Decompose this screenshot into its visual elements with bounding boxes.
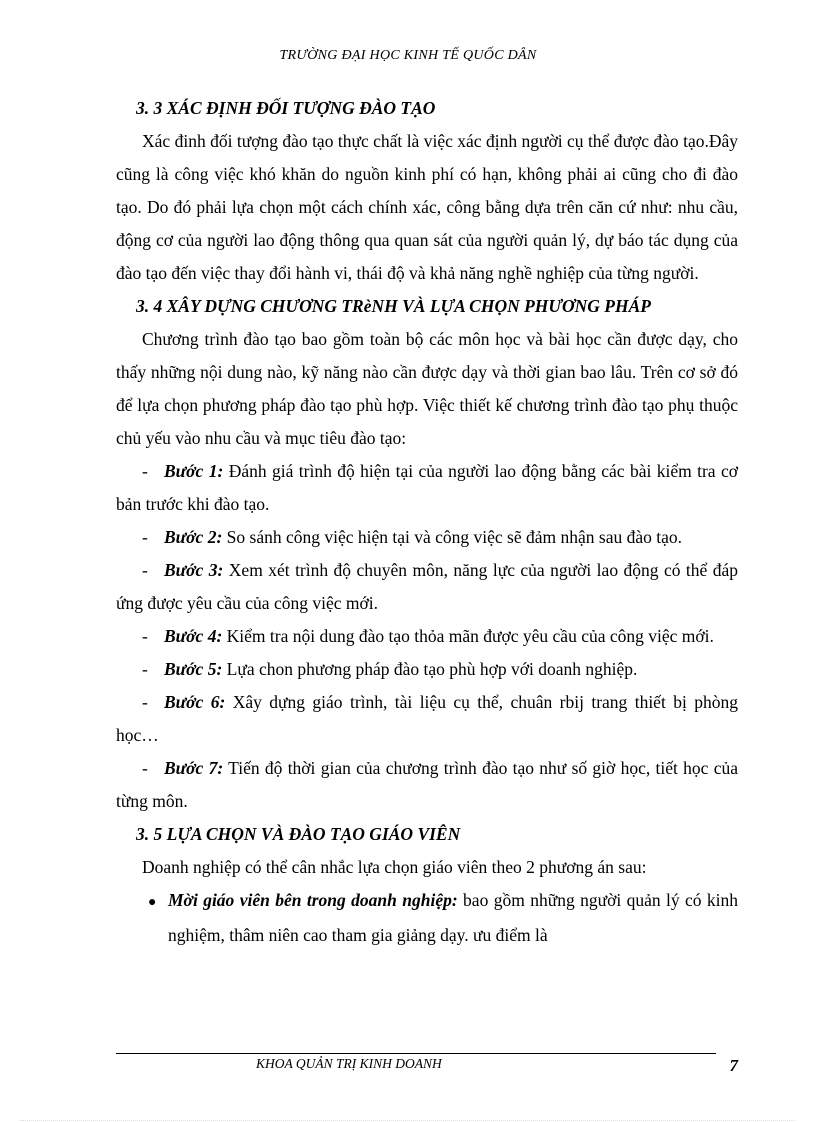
footer-text: KHOA QUẢN TRỊ KINH DOANH bbox=[256, 1056, 442, 1071]
page-header: TRƯỜNG ĐẠI HỌC KINH TẾ QUỐC DÂN bbox=[279, 48, 537, 63]
footer-rule bbox=[116, 1053, 716, 1054]
step-item bbox=[116, 620, 738, 653]
step-text: Tiến độ thời gian của chương trình đào tạo như số giờ học, tiết học của từng môn. bbox=[116, 758, 738, 811]
step-label: Bước 3: bbox=[164, 560, 224, 580]
step-label: Bước 6: bbox=[164, 692, 226, 712]
step-text: Kiểm tra nội dung đào tạo thỏa mãn được yêu cầu của công việc mới. bbox=[222, 626, 714, 646]
step-text: So sánh công việc hiện tại và công việc sẽ đảm nhận sau đào tạo. bbox=[222, 527, 683, 547]
section-heading-3-3: 3. 3 XÁC ĐỊNH ĐỐI TƯỢNG ĐÀO TẠO bbox=[136, 98, 436, 118]
step-label: Bước 5: bbox=[164, 659, 223, 679]
page-content bbox=[116, 92, 738, 952]
page-bottom-dotted-line bbox=[20, 1120, 796, 1121]
step-item bbox=[116, 521, 738, 554]
step-item bbox=[116, 752, 738, 818]
section-heading-3-4: 3. 4 XÂY DỰNG CHƯƠNG TRèNH VÀ LỰA CHỌN PHƯƠNG PHÁP bbox=[136, 296, 651, 316]
bullet-text: bao gồm những người quản lý có kinh nghiệm, thâm niên cao tham gia giảng dạy. ưu điểm là bbox=[168, 890, 738, 945]
dash-marker: - bbox=[142, 461, 148, 481]
dash-marker: - bbox=[142, 626, 148, 646]
step-item bbox=[116, 455, 738, 521]
paragraph: Xác đinh đối tượng đào tạo thực chất là việc xác định người cụ thể được đào tạo.Đây cũng là công việc khó khăn do nguồn kinh phí có hạn, không phải ai cũng cho đi đào tạo. Do đó phải lựa chọn một cách chính xác, công bằng dựa trên căn cứ như: nhu cầu, động cơ của người lao động thông qua quan sát của người quản lý, dự báo tác dụng của đào tạo đến việc thay đổi hành vi, thái độ và khả năng nghề nghiệp của từng người. bbox=[116, 131, 738, 283]
page-number: 7 bbox=[729, 1056, 738, 1075]
paragraph: Doanh nghiệp có thể cân nhắc lựa chọn giáo viên theo 2 phương án sau: bbox=[142, 857, 647, 877]
step-item bbox=[116, 686, 738, 752]
step-text: Xem xét trình độ chuyên môn, năng lực của người lao động có thể đáp ứng được yêu cầu của công việc mới. bbox=[116, 560, 738, 613]
step-label: Bước 4: bbox=[164, 626, 223, 646]
dash-marker: - bbox=[142, 692, 148, 712]
bullet-label: Mời giáo viên bên trong doanh nghiệp: bbox=[168, 890, 458, 910]
step-text: Đánh giá trình độ hiện tại của người lao động bằng các bài kiểm tra cơ bản trước khi đào tạo. bbox=[116, 461, 738, 514]
bullet-dot-icon: ● bbox=[148, 895, 157, 910]
dash-marker: - bbox=[142, 560, 148, 580]
dash-marker: - bbox=[142, 758, 148, 778]
dash-marker: - bbox=[142, 659, 148, 679]
step-item bbox=[116, 653, 738, 686]
dash-marker: - bbox=[142, 527, 148, 547]
step-label: Bước 1: bbox=[164, 461, 224, 481]
section-heading-3-5: 3. 5 LỰA CHỌN VÀ ĐÀO TẠO GIÁO VIÊN bbox=[136, 824, 461, 844]
paragraph: Chương trình đào tạo bao gồm toàn bộ các môn học và bài học cần được dạy, cho thấy những nội dung nào, kỹ năng nào cần được dạy và thời gian bao lâu. Trên cơ sở đó để lựa chọn phương pháp đào tạo phù hợp. Việc thiết kế chương trình đào tạo phụ thuộc chủ yếu vào nhu cầu và mục tiêu đào tạo: bbox=[116, 329, 738, 448]
step-label: Bước 2: bbox=[164, 527, 223, 547]
step-text: Lựa chon phương pháp đào tạo phù hợp với doanh nghiệp. bbox=[222, 659, 638, 679]
page-footer bbox=[116, 1056, 738, 1080]
bullet-item bbox=[116, 884, 738, 952]
step-label: Bước 7: bbox=[164, 758, 224, 778]
step-text: Xây dựng giáo trình, tài liệu cụ thể, chuân rbij trang thiết bị phòng học… bbox=[116, 692, 738, 745]
step-item bbox=[116, 554, 738, 620]
